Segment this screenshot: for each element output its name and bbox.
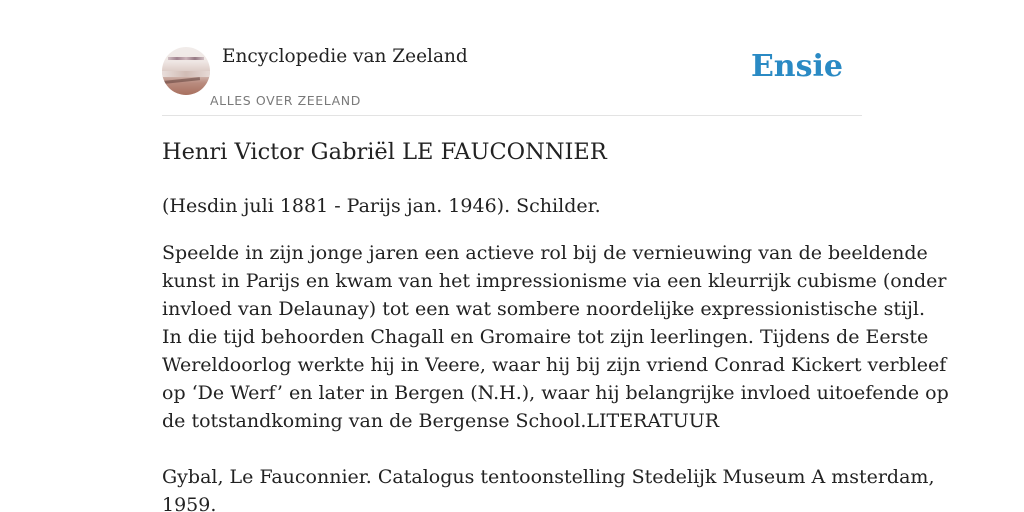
body-line: Speelde in zijn jonge jaren een actieve rol bij de vernieuwing van de beeldende	[162, 242, 928, 264]
body-line: op ‘De Werf’ en later in Bergen (N.H.), waar hij belangrijke invloed uitoefende op	[162, 382, 949, 404]
site-header	[162, 0, 862, 116]
body-line: Wereldoorlog werkte hij in Veere, waar hij bij zijn vriend Conrad Kickert verbleef	[162, 354, 947, 376]
site-logo[interactable]	[162, 47, 210, 95]
article-title: Henri Victor Gabriël LE FAUCONNIER	[162, 139, 607, 165]
article-body	[162, 239, 949, 512]
main-content	[162, 0, 949, 512]
article-intro: (Hesdin juli 1881 - Parijs jan. 1946). Schilder.	[162, 195, 601, 217]
logo-detail	[168, 57, 204, 60]
body-line: In die tijd behoorden Chagall en Gromaire tot zijn leerlingen. Tijdens de Eerste	[162, 326, 929, 348]
site-tagline: ALLES OVER ZEELAND	[210, 93, 361, 108]
body-line-blank	[162, 435, 862, 463]
ensie-brand-logo[interactable]: Ensie	[750, 49, 843, 84]
body-line: de totstandkoming van de Bergense School.LITERATUUR	[162, 410, 720, 432]
literature-line: Gybal, Le Fauconnier. Catalogus tentoonstelling Stedelijk Museum A msterdam,	[162, 466, 935, 488]
site-title-link[interactable]: Encyclopedie van Zeeland	[222, 46, 468, 67]
body-line: kunst in Parijs en kwam van het impressionisme via een kleurrijk cubisme (onder	[162, 270, 947, 292]
literature-line: 1959.	[162, 494, 217, 512]
logo-detail	[164, 77, 200, 84]
logo-detail	[162, 71, 210, 77]
body-line: invloed van Delaunay) tot een wat sombere noordelijke expressionistische stijl.	[162, 298, 926, 320]
